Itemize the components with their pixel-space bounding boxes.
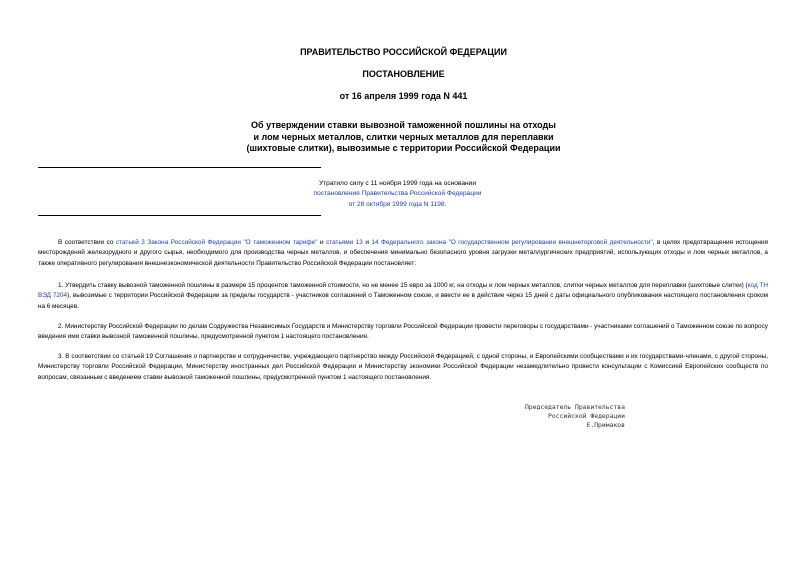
link-foreign-trade-law[interactable]: 14 Федерального закона "О государственном регулировании внешнеторговой деятельности" xyxy=(371,239,653,246)
note-line-1: Утратило силу с 11 ноября 1999 года на основании xyxy=(318,180,477,187)
validity-note xyxy=(220,179,575,210)
preamble-paragraph xyxy=(38,238,768,269)
header-government: ПРАВИТЕЛЬСТВО РОССИЙСКОЙ ФЕДЕРАЦИИ xyxy=(300,47,507,57)
preamble-text-2: и xyxy=(317,239,327,246)
header-doc-type: ПОСТАНОВЛЕНИЕ xyxy=(362,69,445,79)
item-3-paragraph: 3. В соответствии со статьей 19 Соглашения о партнерстве и сотрудничестве, учреждающего партнерство между Российской Федерацией, с одной стороны, и Европейскими сообществами и их государствами-членами, с другой стороны, Министерству торговли Российской Федерации, Министерству иностранных дел Российской Федерации и Министерству экономики Российской Федерации незамедлительно провести консультации с Комиссией Европейских сообществ по вопросам, связанным с введением ставки вывозной таможенной пошлины, предусмотренной пунктом 1 настоящего постановления. xyxy=(38,353,768,381)
preamble-text-4: , в целях предотвращения истощения месторождений железорудного и другого сырья, необходимого для производства черных металлов, и обеспечения минимально безопасного уровня загрузки металлургических предприятий, использующих отходы и лом черных металлов, а также оперативного регулирования внешнеэкономической деятельности Правительство Российской Федерации постановляет: xyxy=(38,239,768,267)
item-1-paragraph xyxy=(38,281,768,312)
item-1-text-1: 1. Утвердить ставку вывозной таможенной пошлины в размере 15 процентов таможенной стоимости, но не менее 15 евро за 1000 кг, на отходы и лом черных металлов, слитки черных металлов для переплавки (шихтовые слитки) ( xyxy=(58,282,748,289)
signature-line-2: Российской Федерации xyxy=(548,412,625,420)
title-line-2: и лом черных металлов, слитки черных металлов для переплавки xyxy=(253,131,554,142)
header-date-number: от 16 апреля 1999 года N 441 xyxy=(339,91,468,101)
signature-block xyxy=(450,403,625,430)
document-title xyxy=(0,120,807,155)
link-customs-tariff-law[interactable]: статьей 3 Закона Российской Федерации "О таможенном тарифе" xyxy=(115,239,318,246)
note-link-resolution[interactable]: постановления Правительства Российской Федерации xyxy=(313,190,482,198)
title-line-3: (шихтовые слитки), вывозимые с территории Российской Федерации xyxy=(246,143,561,153)
bottom-divider xyxy=(38,215,321,216)
item-1-text-2: ), вывозимые с территории Российской Федерации за пределы государств - участников соглашений о Таможенном союзе, и ввести ее в действие через 15 дней с даты официального опубликования настоящего постановления сроком на 6 месяцев. xyxy=(38,292,768,310)
signature-line-3: Е.Примаков xyxy=(586,421,625,429)
note-link-date[interactable]: от 28 октября 1999 года N 1198. xyxy=(348,200,447,208)
title-line-1: Об утверждении ставки вывозной таможенной пошлины на отходы xyxy=(251,120,556,130)
link-article-13[interactable]: статьями 13 xyxy=(326,239,363,246)
top-divider xyxy=(38,167,321,168)
link-tn-ved-code[interactable]: код ТН ВЭД 7204 xyxy=(38,282,768,300)
preamble-text-3: и xyxy=(362,239,372,246)
item-2-paragraph: 2. Министерству Российской Федерации по делам Содружества Независимых Государств и Министерству торговли Российской Федерации провести переговоры с государствами - участниками соглашений о Таможенном союзе по вопросу введения ими ставки вывозной таможенной пошлины, предусмотренной пунктом 1 настоящего постановления. xyxy=(38,323,768,341)
preamble-text-1: В соответствии со xyxy=(58,239,116,246)
signature-line-1: Председатель Правительства xyxy=(524,403,625,411)
